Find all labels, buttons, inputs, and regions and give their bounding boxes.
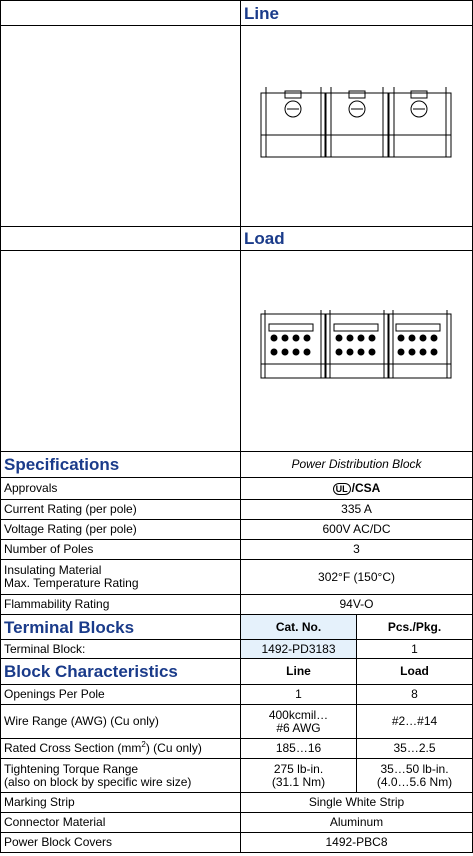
power-block-covers-label: Power Block Covers: [1, 833, 241, 853]
line-heading: Line: [241, 1, 473, 26]
torque-label-line1: Tightening Torque Range: [4, 761, 139, 776]
product-name: Power Distribution Block: [241, 452, 473, 478]
cross-section-label: [1, 739, 241, 759]
cat-no-value: 1492-PD3183: [241, 640, 357, 659]
wire-range-label: Wire Range (AWG) (Cu only): [1, 705, 241, 739]
openings-line-value: 1: [241, 685, 357, 705]
wire-range-load-value: #2…#14: [357, 705, 473, 739]
marking-strip-label: Marking Strip: [1, 793, 241, 813]
block-characteristics-heading: Block Characteristics: [1, 659, 241, 685]
wire-range-line-1: 400kcmil…: [268, 707, 329, 722]
torque-label: [1, 759, 241, 793]
voltage-rating-label: Voltage Rating (per pole): [1, 520, 241, 540]
marking-strip-value: Single White Strip: [241, 793, 473, 813]
pcs-pkg-value: 1: [357, 640, 473, 659]
load-column-header: Load: [357, 659, 473, 685]
cross-section-line-value: 185…16: [241, 739, 357, 759]
torque-load-2: (4.0…5.6 Nm): [376, 774, 453, 789]
insulating-material-line2: Max. Temperature Rating: [4, 576, 139, 590]
ul-mark-icon: UL: [333, 483, 351, 495]
line-column-header: Line: [241, 659, 357, 685]
wire-range-line-value: [241, 705, 357, 739]
voltage-rating-value: 600V AC/DC: [241, 520, 473, 540]
load-left-cell: [1, 251, 241, 452]
torque-label-line2: (also on block by specific wire size): [4, 774, 192, 789]
openings-load-value: 8: [357, 685, 473, 705]
wire-range-line-2: #6 AWG: [276, 720, 321, 735]
approvals-text: /CSA: [351, 480, 381, 495]
specifications-heading: Specifications: [1, 452, 241, 478]
pcs-pkg-header: Pcs./Pkg.: [357, 615, 473, 640]
torque-line-2: (31.1 Nm): [271, 774, 326, 789]
load-heading: Load: [241, 227, 473, 251]
line-left-cell: [1, 26, 241, 227]
current-rating-label: Current Rating (per pole): [1, 500, 241, 520]
line-blank-cell: [1, 1, 241, 26]
line-terminal-block-image: [241, 27, 471, 226]
approvals-value: [241, 478, 473, 500]
flammability-rating-value: 94V-O: [241, 595, 473, 615]
torque-load-1: 35…50 lb-in.: [380, 761, 449, 776]
load-blank-cell: [1, 227, 241, 251]
terminal-blocks-heading: Terminal Blocks: [1, 615, 241, 640]
approvals-label: Approvals: [1, 478, 241, 500]
number-of-poles-label: Number of Poles: [1, 540, 241, 560]
load-image-cell: [241, 251, 473, 452]
torque-line-value: [241, 759, 357, 793]
number-of-poles-value: 3: [241, 540, 473, 560]
cross-section-label-pre: Rated Cross Section (mm: [4, 741, 142, 755]
load-terminal-block-image: [241, 252, 471, 451]
line-image-cell: [241, 26, 473, 227]
current-rating-value: 335 A: [241, 500, 473, 520]
torque-line-1: 275 lb-in.: [273, 761, 324, 776]
openings-label: Openings Per Pole: [1, 685, 241, 705]
insulating-material-label: [1, 560, 241, 595]
cross-section-label-post: ) (Cu only): [145, 741, 202, 755]
connector-material-label: Connector Material: [1, 813, 241, 833]
connector-material-value: Aluminum: [241, 813, 473, 833]
cross-section-label-sup: 2: [141, 740, 146, 749]
terminal-block-label: Terminal Block:: [1, 640, 241, 659]
flammability-rating-label: Flammability Rating: [1, 595, 241, 615]
cat-no-header: Cat. No.: [241, 615, 357, 640]
torque-load-value: [357, 759, 473, 793]
temperature-rating-value: 302°F (150°C): [241, 560, 473, 595]
power-block-covers-value: 1492-PBC8: [241, 833, 473, 853]
cross-section-load-value: 35…2.5: [357, 739, 473, 759]
insulating-material-line1: Insulating Material: [4, 563, 102, 577]
